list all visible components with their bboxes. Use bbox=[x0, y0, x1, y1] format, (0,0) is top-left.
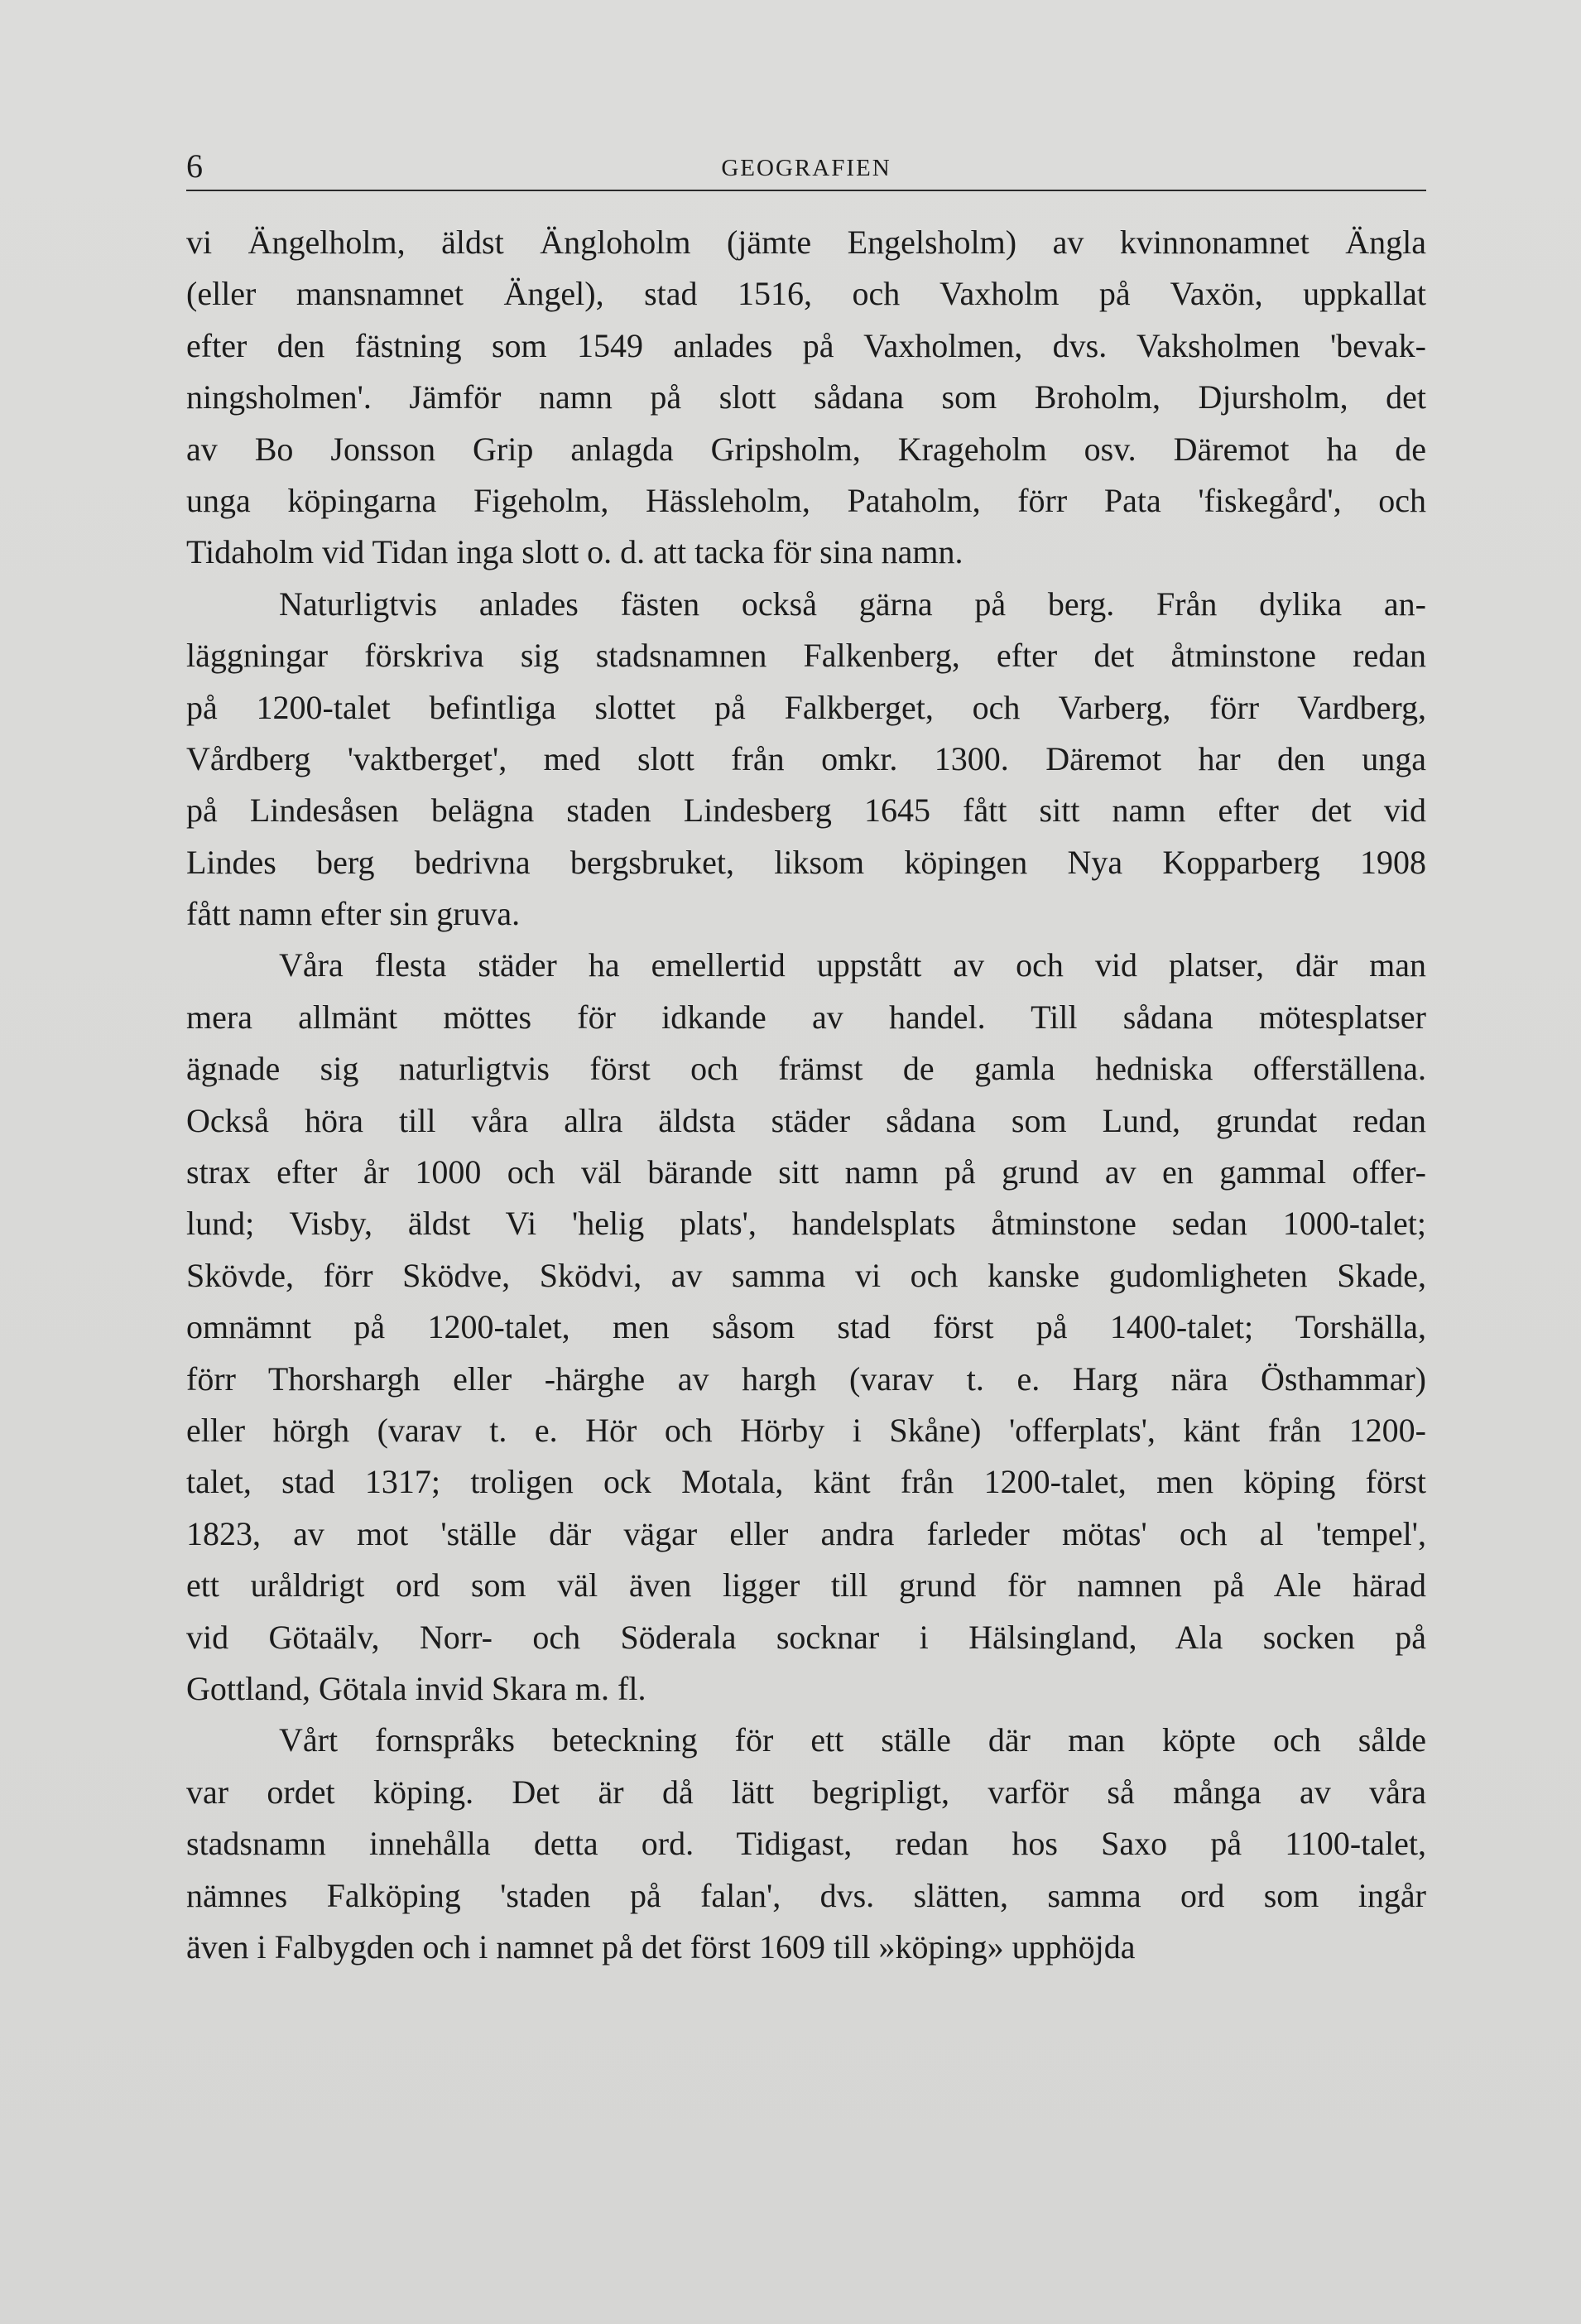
text-line: fått namn efter sin gruva. bbox=[186, 895, 521, 933]
text-line: vi Ängelholm, äldst Ängloholm (jämte Engelsholm) av kvinnonamnet Ängla bbox=[186, 224, 1426, 261]
text-line: Vårt fornspråks beteckning för ett ställe där man köpte och sålde bbox=[279, 1721, 1426, 1759]
running-head: GEOGRAFIEN bbox=[721, 155, 891, 181]
paragraph bbox=[186, 940, 1426, 1715]
text-line: mera allmänt möttes för idkande av handel. Till sådana mötesplatser bbox=[186, 998, 1426, 1036]
text-line: nämnes Falköping 'staden på falan', dvs. slätten, samma ord som ingår bbox=[186, 1876, 1426, 1914]
text-line: talet, stad 1317; troligen ock Motala, känt från 1200-talet, men köping först bbox=[186, 1463, 1426, 1501]
paragraph bbox=[186, 1715, 1426, 1973]
text-line: 1823, av mot 'ställe där vägar eller andra farleder mötas' och al 'tempel', bbox=[186, 1514, 1426, 1552]
text-line: ningsholmen'. Jämför namn på slott sådana som Broholm, Djursholm, det bbox=[186, 378, 1426, 416]
page-header bbox=[186, 146, 1426, 187]
page-number: 6 bbox=[186, 147, 203, 185]
text-line: (eller mansnamnet Ängel), stad 1516, och Vaxholm på Vaxön, uppkallat bbox=[186, 275, 1426, 313]
text-line: läggningar förskriva sig stadsnamnen Falkenberg, efter det åtminstone redan bbox=[186, 637, 1426, 675]
header-rule bbox=[186, 190, 1426, 191]
text-line: Också höra till våra allra äldsta städer sådana som Lund, grundat redan bbox=[186, 1101, 1426, 1139]
text-line: Lindes berg bedrivna bergsbruket, liksom köpingen Nya Kopparberg 1908 bbox=[186, 843, 1426, 881]
text-line: Våra flesta städer ha emellertid uppstått av och vid platser, där man bbox=[279, 946, 1426, 984]
text-line: omnämnt på 1200-talet, men såsom stad först på 1400-talet; Torshälla, bbox=[186, 1308, 1426, 1346]
text-line: ett uråldrigt ord som väl även ligger till grund för namnen på Ale härad bbox=[186, 1566, 1426, 1605]
body-text bbox=[186, 217, 1426, 1973]
text-line: Vårdberg 'vaktberget', med slott från omkr. 1300. Däremot har den unga bbox=[186, 739, 1426, 777]
text-line: eller hörgh (varav t. e. Hör och Hörby i Skåne) 'offerplats', känt från 1200- bbox=[186, 1411, 1426, 1449]
text-line: Gottland, Götala invid Skara m. fl. bbox=[186, 1669, 646, 1707]
text-line: var ordet köping. Det är då lätt begripligt, varför så många av våra bbox=[186, 1773, 1426, 1811]
text-line: strax efter år 1000 och väl bärande sitt namn på grund av en gammal offer- bbox=[186, 1153, 1426, 1191]
text-line: unga köpingarna Figeholm, Hässleholm, Pataholm, förr Pata 'fiskegård', och bbox=[186, 481, 1426, 519]
paragraph bbox=[186, 217, 1426, 579]
text-line: av Bo Jonsson Grip anlagda Gripsholm, Krageholm osv. Däremot ha de bbox=[186, 430, 1426, 468]
text-line: Tidaholm vid Tidan inga slott o. d. att tacka för sina namn. bbox=[186, 533, 963, 571]
text-line: förr Thorshargh eller -härghe av hargh (varav t. e. Harg nära Östhammar) bbox=[186, 1359, 1426, 1398]
paragraph bbox=[186, 579, 1426, 941]
text-line: Naturligtvis anlades fästen också gärna på berg. Från dylika an- bbox=[279, 585, 1426, 623]
text-line: lund; Visby, äldst Vi 'helig plats', handelsplats åtminstone sedan 1000-talet; bbox=[186, 1205, 1426, 1243]
text-line: på 1200-talet befintliga slottet på Falkberget, och Varberg, förr Vardberg, bbox=[186, 688, 1426, 726]
text-line: på Lindesåsen belägna staden Lindesberg 1645 fått sitt namn efter det vid bbox=[186, 792, 1426, 830]
text-line: vid Götaälv, Norr- och Söderala socknar i Hälsingland, Ala socken på bbox=[186, 1618, 1426, 1656]
text-line: stadsnamn innehålla detta ord. Tidigast, redan hos Saxo på 1100-talet, bbox=[186, 1825, 1426, 1863]
text-line: efter den fästning som 1549 anlades på Vaxholmen, dvs. Vaksholmen 'bevak- bbox=[186, 326, 1426, 364]
text-line: Skövde, förr Sködve, Sködvi, av samma vi och kanske gudomligheten Skade, bbox=[186, 1256, 1426, 1294]
text-line: ägnade sig naturligtvis först och främst de gamla hedniska offerställena. bbox=[186, 1050, 1426, 1088]
text-line: även i Falbygden och i namnet på det först 1609 till »köping» upphöjda bbox=[186, 1927, 1136, 1966]
